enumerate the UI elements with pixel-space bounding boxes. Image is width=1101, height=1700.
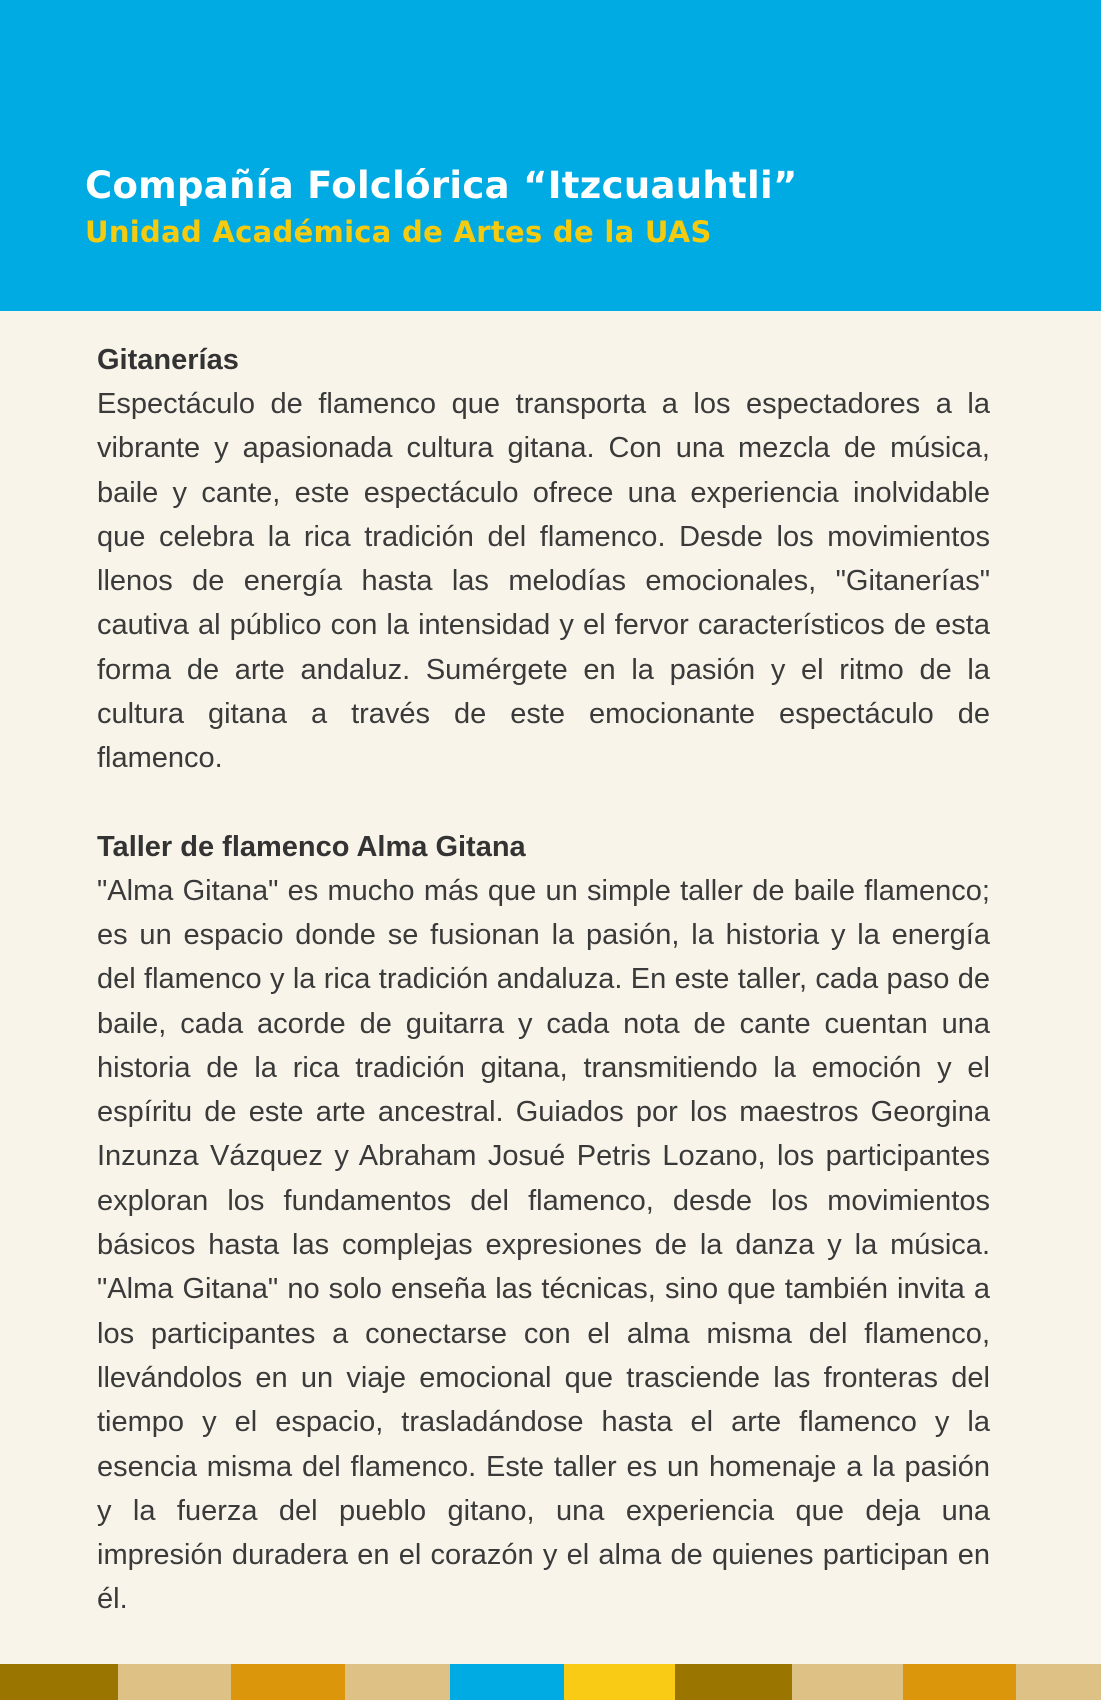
stripe-segment [231,1664,345,1700]
stripe-segment [792,1664,903,1700]
section-title: Gitanerías [97,344,239,376]
header-banner [0,0,1101,311]
section-body: "Alma Gitana" es mucho más que un simple taller de baile flamenco; es un espacio donde se fusionan la pasión, la historia y la energía del flamenco y la rica tradición andaluza. En este taller, cada paso de baile, cada acorde de guitarra y cada nota de cante cuentan una historia de la rica tradición gitana, transmitiendo la emoción y el espíritu de este arte ancestral. Guiados por los maestros Georgina Inzunza Vázquez y Abraham Josué Petris Lozano, los participantes exploran los fundamentos del flamenco, desde los movimientos básicos hasta las complejas expresiones de la danza y la música. "Alma Gitana" no solo enseña las técnicas, sino que también invita a los participantes a conectarse con el alma misma del flamenco, llevándolos en un viaje emocional que trasciende las fronteras del tiempo y el espacio, trasladándose hasta el arte flamenco y la esencia misma del flamenco. Este taller es un homenaje a la pasión y la fuerza del pueblo gitano, una experiencia que deja una impresión duradera en el corazón y el alma de quienes participan en él. [97,874,990,1616]
section-body: Espectáculo de flamenco que transporta a los espectadores a la vibrante y apasionada cultura gitana. Con una mezcla de música, baile y cante, este espectáculo ofrece una experiencia inolvidable que celebra la rica tradición del flamenco. Desde los movimientos llenos de energía hasta las melodías emocionales, "Gitanerías" cautiva al público con la intensidad y el fervor característicos de esta forma de arte andaluz. Sumérgete en la pasión y el ritmo de la cultura gitana a través de este emocionante espectáculo de flamenco. [97,388,990,775]
section-title: Taller de flamenco Alma Gitana [97,830,526,863]
stripe-segment [0,1664,118,1700]
stripe-segment [903,1664,1016,1700]
decorative-color-stripe [0,1664,1101,1700]
page-subtitle: Unidad Académica de Artes de la UAS [85,215,712,249]
stripe-segment [1016,1664,1101,1700]
stripe-segment [450,1664,564,1700]
stripe-segment [118,1664,231,1700]
stripe-segment [345,1664,450,1700]
content-area [97,338,990,1622]
page-title: Compañía Folclórica “Itzcuauhtli” [85,164,798,207]
section-gitanerias [97,338,990,781]
stripe-segment [675,1664,792,1700]
stripe-segment [564,1664,675,1700]
section-taller-alma-gitana [97,825,990,1622]
